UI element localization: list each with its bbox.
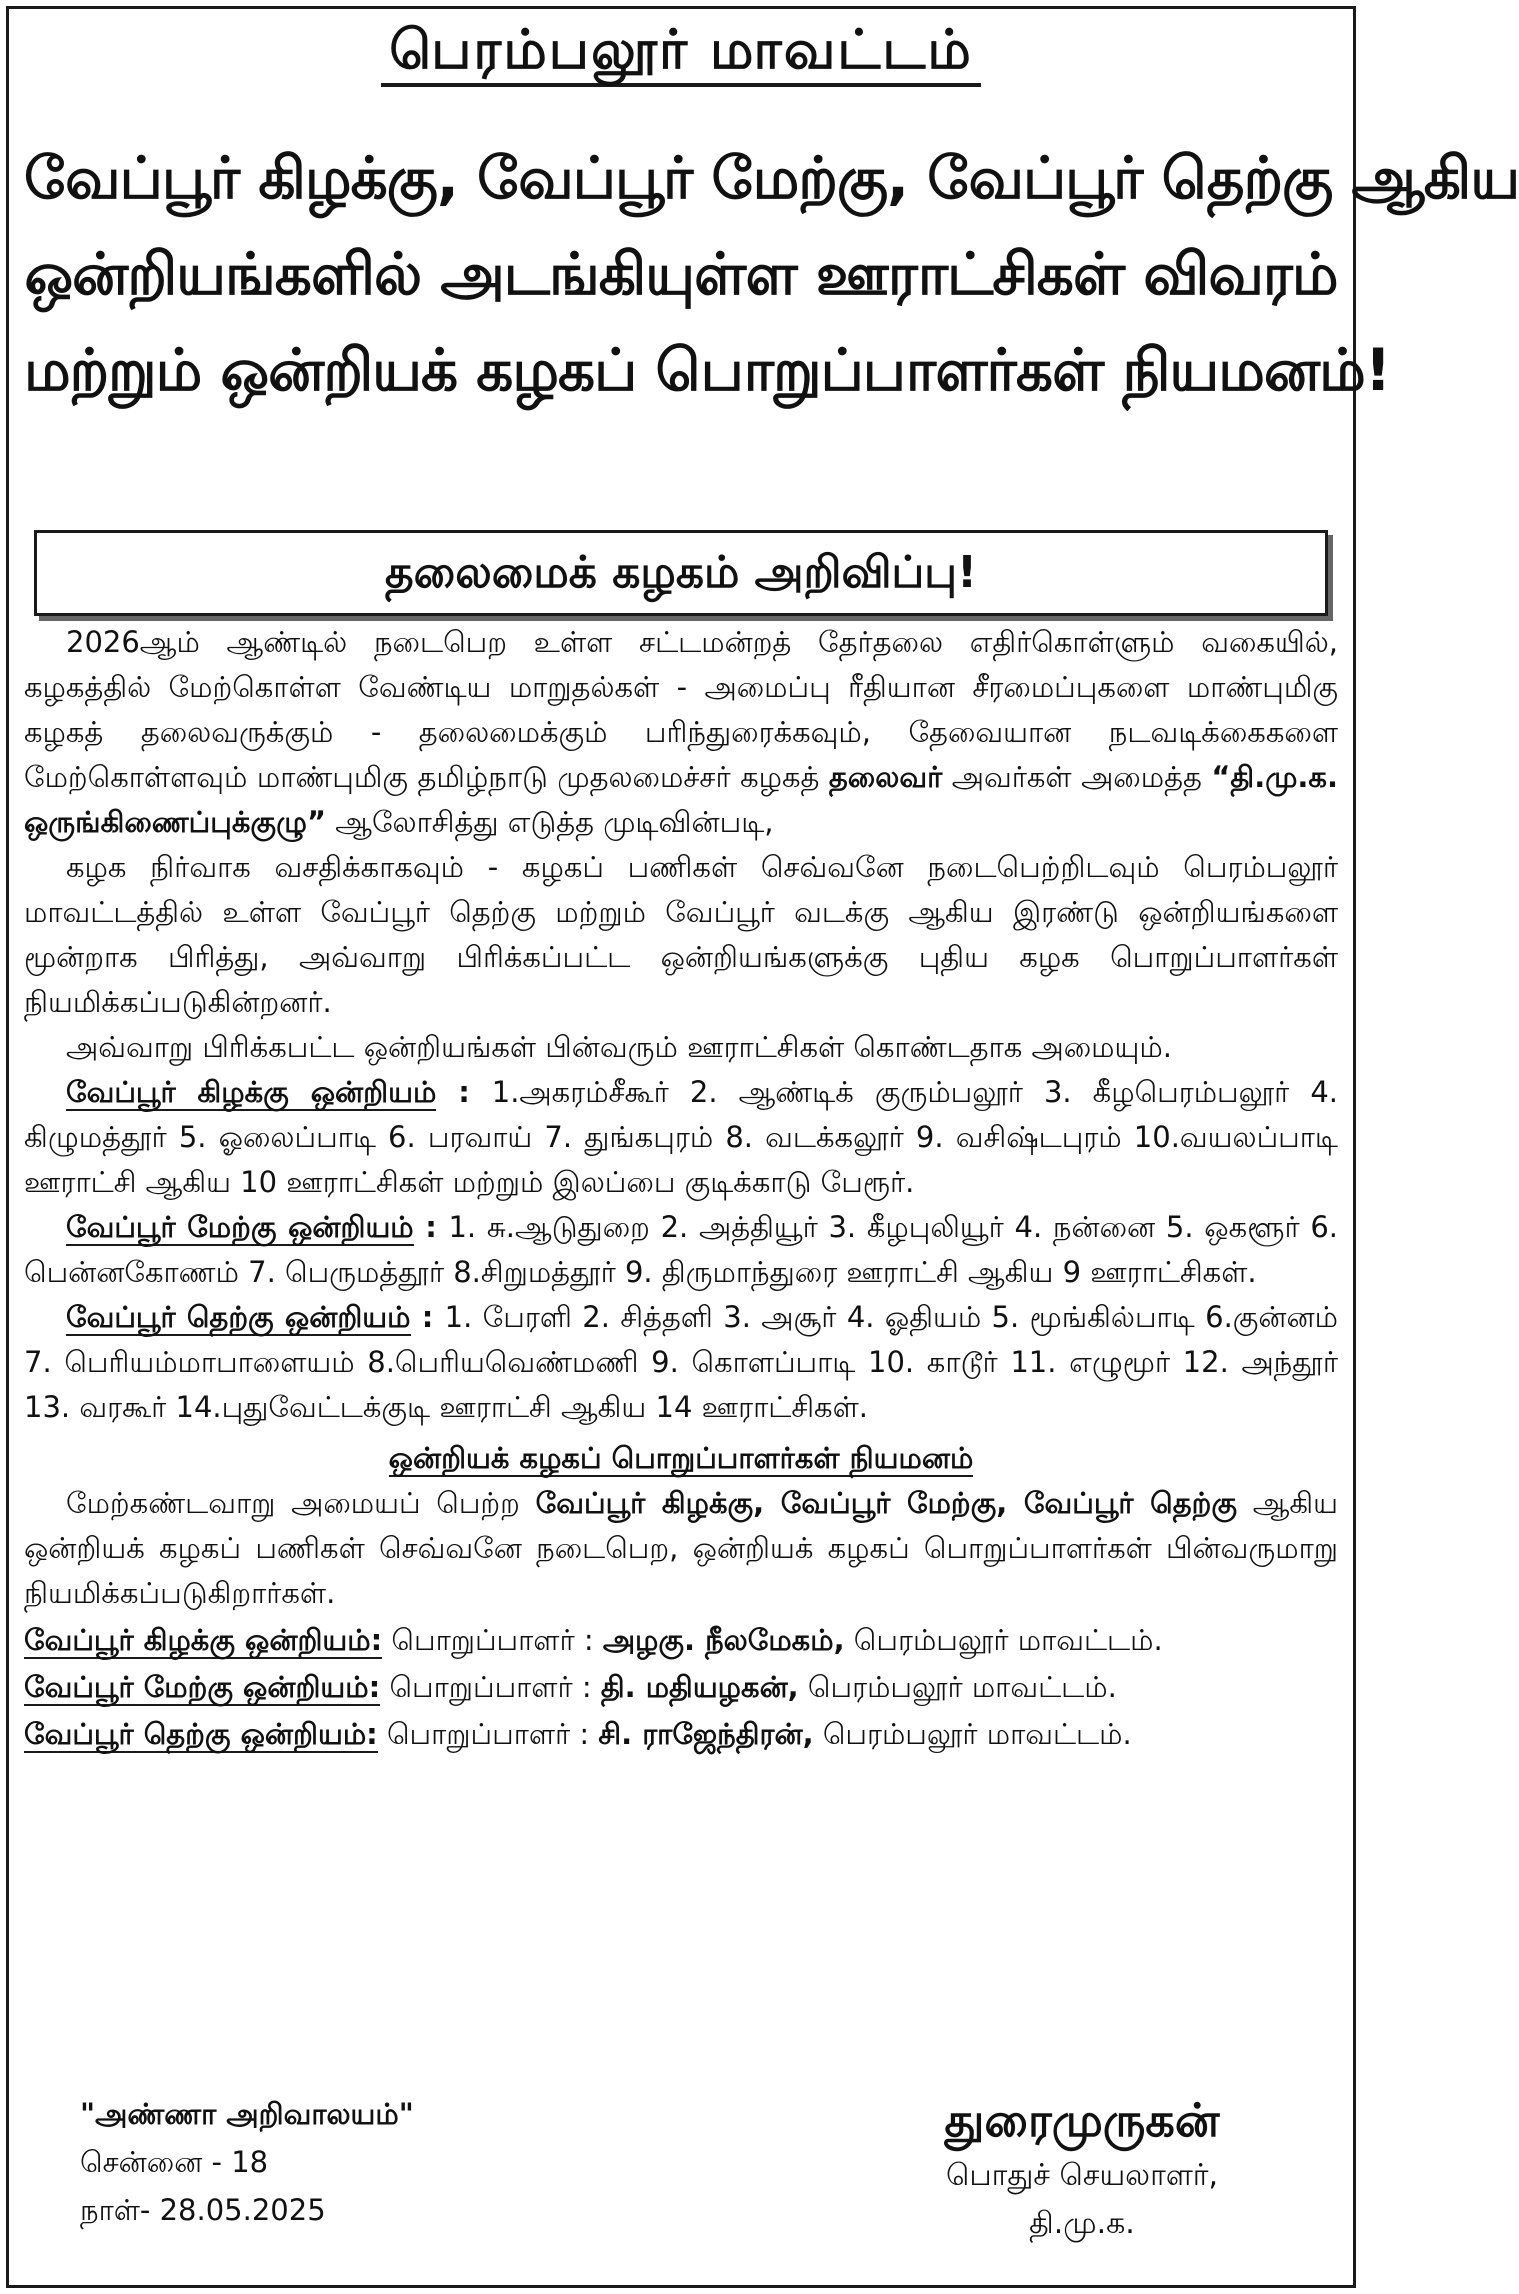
- footer-address: [80, 2090, 414, 2234]
- appointment-section-title: ஒன்றியக் கழகப் பொறுப்பாளர்கள் நியமனம்: [388, 1441, 974, 1475]
- headline-line-3: மற்றும் ஒன்றியக் கழகப் பொறுப்பாளர்கள் நியமனம்!: [24, 336, 1391, 404]
- office-city: சென்னை - 18: [80, 2145, 269, 2179]
- district-title: பெரம்பலூர் மாவட்டம்: [0, 18, 1362, 89]
- headline-line-2: ஒன்றியங்களில் அடங்கியுள்ள ஊராட்சிகள் விவரம்: [24, 240, 1338, 308]
- party-name: தி.மு.க.: [1029, 2206, 1135, 2241]
- notice-title-box: [34, 530, 1328, 616]
- union-south-label: வேப்பூர் தெற்கு ஒன்றியம்: [66, 1300, 411, 1334]
- notice-date: நாள்- 28.05.2025: [80, 2193, 326, 2227]
- union-south-villages: வேப்பூர் தெற்கு ஒன்றியம் : 1. பேரளி 2. சித்தளி 3. அசூர் 4. ஓதியம் 5. மூங்கில்பாடி 6.குன்னம் 7. பெரியம்மாபாளையம் 8.பெரியவெண்மணி 9. கொளப்பாடி 10. காடூர் 11. எழுமூர் 12. அந்தூர் 13. வரகூர் 14.புதுவேட்டக்குடி ஊராட்சி ஆகிய 14 ஊராட்சிகள்.: [24, 1300, 1338, 1424]
- appointment-west: வேப்பூர் மேற்கு ஒன்றியம்: பொறுப்பாளர் : தி. மதியழகன், பெரம்பலூர் மாவட்டம்.: [24, 1670, 1117, 1704]
- union-west-label: வேப்பூர் மேற்கு ஒன்றியம்: [66, 1210, 414, 1244]
- footer-signature: [862, 2088, 1302, 2248]
- headline-line-1: வேப்பூர் கிழக்கு, வேப்பூர் மேற்கு, வேப்பூர் தெற்கு ஆகிய: [24, 144, 1519, 212]
- notice-title: தலைமைக் கழகம் அறிவிப்பு!: [384, 547, 978, 598]
- paragraph-2: கழக நிர்வாக வசதிக்காகவும் - கழகப் பணிகள் செவ்வனே நடைபெற்றிடவும் பெரம்பலூர் மாவட்டத்தில் உள்ள வேப்பூர் தெற்கு மற்றும் வேப்பூர் வடக்கு ஆகிய இரண்டு ஒன்றியங்களை மூன்றாக பிரித்து, அவ்வாறு பிரிக்கப்பட்ட ஒன்றியங்களுக்கு புதிய கழக பொறுப்பாளர்கள் நியமிக்கப்படுகின்றனர்.: [24, 850, 1338, 1019]
- union-east-label: வேப்பூர் கிழக்கு ஒன்றியம்: [66, 1075, 437, 1109]
- paragraph-4: மேற்கண்டவாறு அமையப் பெற்ற வேப்பூர் கிழக்கு, வேப்பூர் மேற்கு, வேப்பூர் தெற்கு ஆகிய ஒன்றியக் கழகப் பணிகள் செவ்வனே நடைபெற, ஒன்றியக் கழகப் பொறுப்பாளர்கள் பின்வருமாறு நியமிக்கப்படுகிறார்கள்.: [24, 1486, 1338, 1610]
- paragraph-1: 2026ஆம் ஆண்டில் நடைபெற உள்ள சட்டமன்றத் தேர்தலை எதிர்கொள்ளும் வகையில், கழகத்தில் மேற்கொள்ள வேண்டிய மாறுதல்கள் - அமைப்பு ரீதியான சீரமைப்புகளை மாண்புமிகு கழகத் தலைவருக்கும் - தலைமைக்கும் பரிந்துரைக்கவும், தேவையான நடவடிக்கைகளை மேற்கொள்ளவும் மாண்புமிகு தமிழ்நாடு முதலமைச்சர் கழகத் தலைவர் அவர்கள் அமைத்த “தி.மு.க. ஒருங்கிணைப்புக்குழு” ஆலோசித்து எடுத்த முடிவின்படி,: [24, 625, 1338, 839]
- signatory-designation: பொதுச் செயலாளர்,: [945, 2158, 1219, 2193]
- headline: [24, 130, 1519, 418]
- paragraph-3: அவ்வாறு பிரிக்கபட்ட ஒன்றியங்கள் பின்வரும் ஊராட்சிகள் கொண்டதாக அமையும்.: [66, 1030, 1172, 1064]
- union-east-villages: வேப்பூர் கிழக்கு ஒன்றியம் : 1.அகரம்சீகூர் 2. ஆண்டிக் குரும்பலூர் 3. கீழபெரம்பலூர் 4. கிழுமத்தூர் 5. ஓலைப்பாடி 6. பரவாய் 7. துங்கபுரம் 8. வடக்கலூர் 9. வசிஷ்டபுரம் 10.வயலப்பாடி ஊராட்சி ஆகிய 10 ஊராட்சிகள் மற்றும் இலப்பை குடிக்காடு பேரூர்.: [24, 1075, 1338, 1199]
- appointment-east: வேப்பூர் கிழக்கு ஒன்றியம்: பொறுப்பாளர் : அழகு. நீலமேகம், பெரம்பலூர் மாவட்டம்.: [24, 1623, 1163, 1657]
- office-name: "அண்ணா அறிவாலயம்": [80, 2097, 414, 2131]
- signatory-name: துரைமுருகன்: [944, 2093, 1220, 2147]
- union-west-villages: வேப்பூர் மேற்கு ஒன்றியம் : 1. சு.ஆடுதுறை 2. அத்தியூர் 3. கீழபுலியூர் 4. நன்னை 5. ஒகளூர் 6. பென்னகோணம் 7. பெருமத்தூர் 8.சிறுமத்தூர் 9. திருமாந்துரை ஊராட்சி ஆகிய 9 ஊராட்சிகள்.: [24, 1210, 1338, 1289]
- appointment-south: வேப்பூர் தெற்கு ஒன்றியம்: பொறுப்பாளர் : சி. ராஜேந்திரன், பெரம்பலூர் மாவட்டம்.: [24, 1717, 1132, 1751]
- notice-body: [24, 620, 1338, 1759]
